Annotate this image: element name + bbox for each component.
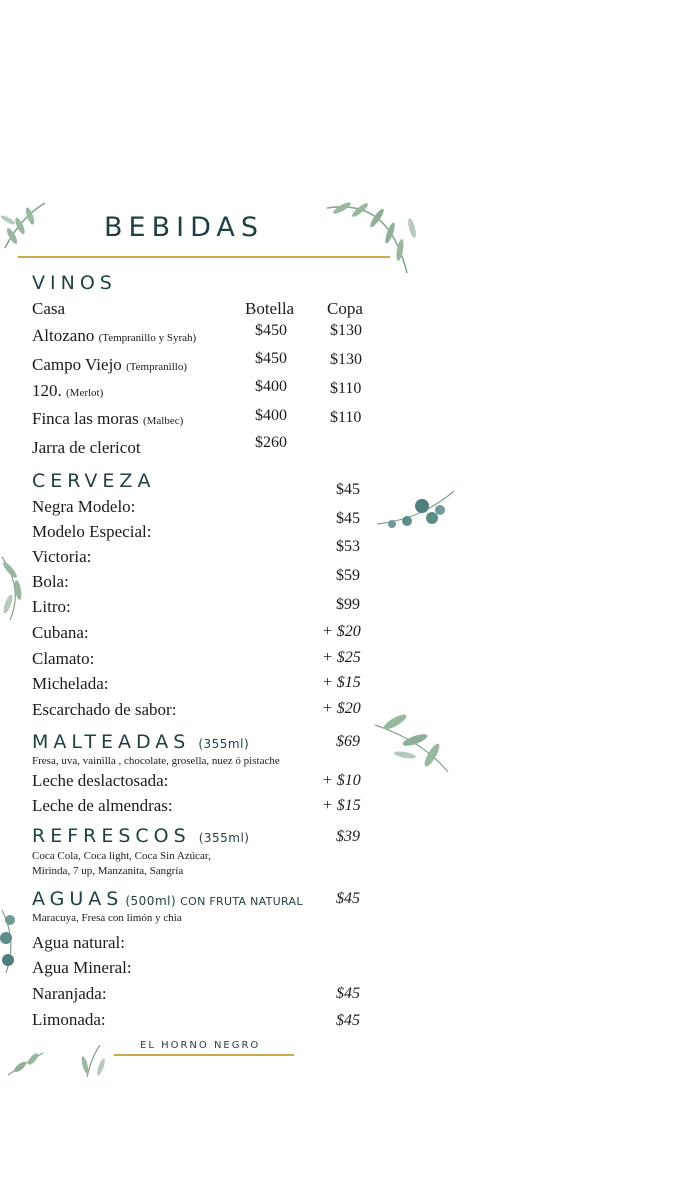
leaf-decoration-mid-right-icon	[370, 710, 452, 775]
section-heading-cerveza: CERVEZA	[32, 470, 156, 492]
footer-brand: EL HORNO NEGRO	[140, 1040, 261, 1051]
footer-divider	[114, 1054, 294, 1056]
leaf-decoration-top-right-icon	[322, 198, 427, 278]
beer-name: Michelada:	[32, 674, 109, 693]
malteadas-description: Fresa, uva, vainilla , chocolate, grosella, nuez ó pistache	[32, 755, 280, 767]
beer-price: + $25	[322, 649, 361, 666]
vinos-col-botella: Botella	[245, 299, 295, 318]
wine-copa-price: $110	[330, 409, 362, 426]
beer-price: + $20	[322, 700, 361, 717]
malteadas-size: (355ml)	[198, 737, 250, 751]
beer-price: $45	[336, 481, 360, 498]
aguas-extra: CON FRUTA NATURAL	[180, 895, 303, 908]
wine-botella-price: $450	[255, 350, 287, 367]
water-name: Agua natural:	[32, 933, 125, 952]
wine-item	[32, 409, 183, 429]
aguas-heading: AGUAS	[32, 888, 124, 910]
wine-copa-price: $130	[330, 322, 362, 339]
malteadas-heading: MALTEADAS	[32, 731, 191, 753]
beer-price: $53	[336, 538, 360, 555]
milk-option-price: + $15	[322, 797, 361, 814]
section-heading-aguas	[32, 888, 303, 910]
vinos-col-copa: Copa	[327, 299, 363, 318]
water-price: $45	[336, 1012, 360, 1029]
refrescos-heading: REFRESCOS	[32, 825, 191, 847]
refrescos-description-line-2: Mirinda, 7 up, Manzanita, Sangría	[32, 865, 184, 877]
beer-name: Victoria:	[32, 547, 92, 566]
wine-note: (Tempranillo y Syrah)	[98, 332, 197, 344]
milk-option-name: Leche de almendras:	[32, 796, 173, 815]
beer-name: Escarchado de sabor:	[32, 700, 177, 719]
wine-item	[32, 326, 196, 346]
wine-name: Jarra de clericot	[32, 438, 141, 457]
beer-price: + $15	[322, 674, 361, 691]
aguas-size: (500ml)	[125, 894, 177, 908]
aguas-price: $45	[336, 890, 360, 907]
refrescos-size: (355ml)	[198, 831, 250, 845]
eucalyptus-decoration-right-icon	[372, 486, 458, 536]
aguas-description: Maracuya, Fresa con limón y chia	[32, 912, 182, 924]
vinos-col-casa: Casa	[32, 299, 66, 318]
water-name: Naranjada:	[32, 984, 107, 1003]
beer-price: + $20	[322, 623, 361, 640]
wine-copa-price: $130	[330, 351, 362, 368]
leaf-decoration-bottom-left-icon	[5, 1045, 115, 1080]
leaf-decoration-top-left-icon	[0, 198, 50, 253]
section-heading-malteadas	[32, 731, 249, 753]
milk-option-price: + $10	[322, 772, 361, 789]
refrescos-price: $39	[336, 828, 360, 845]
wine-name: Altozano	[32, 326, 95, 345]
wine-botella-price: $260	[255, 434, 287, 451]
menu-title: BEBIDAS	[104, 212, 264, 243]
beer-price: $99	[336, 596, 360, 613]
leaf-decoration-left-icon	[0, 552, 28, 622]
eucalyptus-decoration-left-icon	[0, 905, 26, 975]
beer-price: $45	[336, 510, 360, 527]
wine-note: (Merlot)	[66, 387, 104, 399]
milk-option-name: Leche deslactosada:	[32, 771, 169, 790]
beer-name: Cubana:	[32, 623, 89, 642]
wine-copa-price: $110	[330, 380, 362, 397]
beer-name: Modelo Especial:	[32, 522, 152, 541]
beer-name: Litro:	[32, 597, 71, 616]
wine-botella-price: $450	[255, 322, 287, 339]
malteadas-price: $69	[336, 733, 360, 750]
wine-name: 120.	[32, 381, 62, 400]
beer-name: Clamato:	[32, 649, 95, 668]
wine-item	[32, 381, 103, 401]
wine-botella-price: $400	[255, 378, 287, 395]
wine-name: Campo Viejo	[32, 355, 122, 374]
water-price: $45	[336, 985, 360, 1002]
wine-botella-price: $400	[255, 407, 287, 424]
wine-note: (Malbec)	[142, 415, 184, 427]
wine-item	[32, 438, 141, 458]
water-name: Agua Mineral:	[32, 958, 132, 977]
beer-name: Negra Modelo:	[32, 497, 136, 516]
wine-item	[32, 355, 187, 375]
beer-price: $59	[336, 567, 360, 584]
wine-note: (Tempranillo)	[126, 361, 187, 373]
beer-name: Bola:	[32, 572, 69, 591]
title-divider	[18, 256, 390, 258]
water-name: Limonada:	[32, 1010, 106, 1029]
wine-name: Finca las moras	[32, 409, 139, 428]
refrescos-description-line-1: Coca Cola, Coca light, Coca Sin Azúcar,	[32, 850, 211, 862]
section-heading-refrescos	[32, 825, 249, 847]
section-heading-vinos: VINOS	[32, 272, 117, 294]
